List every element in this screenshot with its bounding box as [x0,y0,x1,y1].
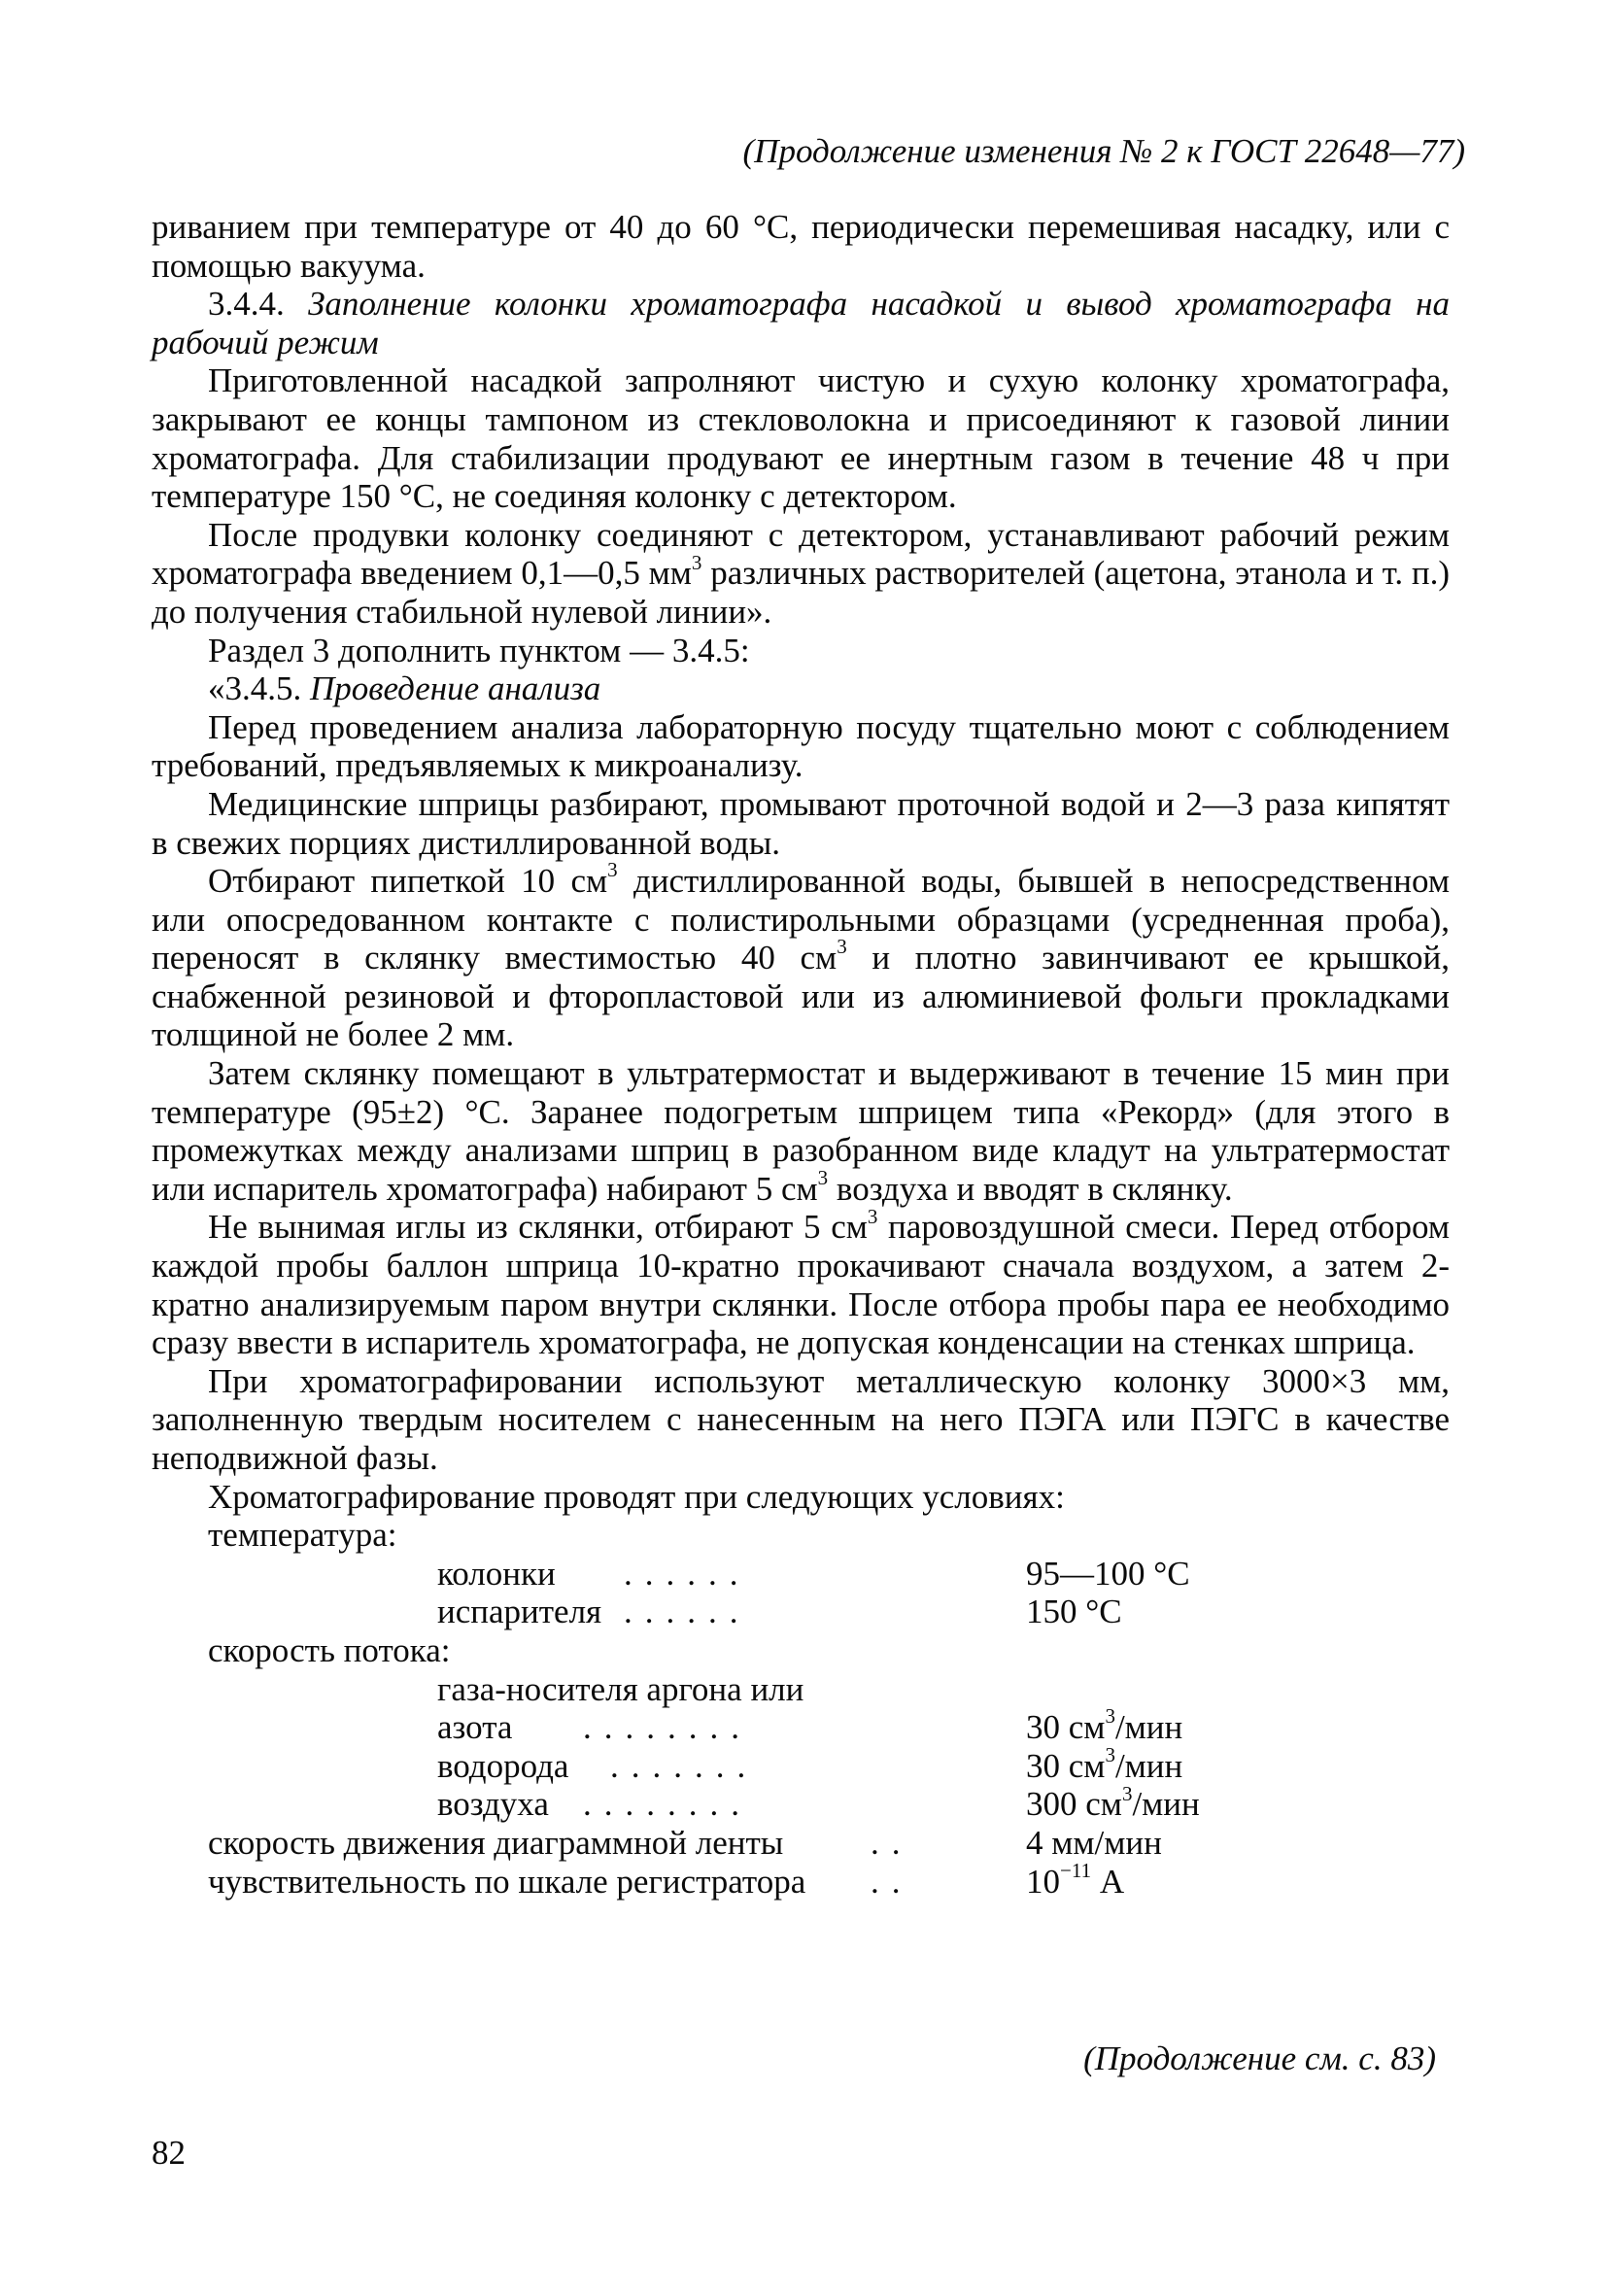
list-item: температура: [208,1516,397,1555]
list-item: водорода ....... 30 $см^3$/мин [437,1742,1183,1785]
paragraph: При хроматографировании используют металлическую колонку 3000×3 мм, заполненную твердым носителем с нанесенным на него ПЭГА или ПЭГС в качестве неподвижной фазы. [152,1361,1450,1477]
continuation-note: (Продолжение см. с. 83) [1083,2039,1436,2077]
paragraph: После продувки колонку соединяют с детектором, устанавливают рабочий режим хроматографа введением 0,1—0,5 $мм^3$ различных растворителей (ацетона, этанола и т. п.) до получения стабильной нулевой линии». [152,515,1451,631]
list-item: газа-носителя аргона или [437,1669,804,1708]
list-item: чувствительность по шкале регистратора .. $10^{-11}$ А [208,1858,1125,1901]
page-number: 82 [152,2134,186,2172]
list-item: испарителя ...... 150 °С [437,1593,1122,1631]
section-title: Заполнение колонки хроматографа насадкой и вывод хроматографа на рабочий режим [152,285,1451,361]
list-item: воздуха ........ 300 $см^3$/мин [437,1781,1200,1824]
list-item: скорость потока: [208,1630,451,1669]
list-item: колонки ...... 95—100 °С [437,1554,1190,1593]
list-item: скорость движения диаграммной ленты .. 4 мм/мин [208,1823,1162,1862]
paragraph: Отбирают пипеткой 10 $см^3$ дистиллированной воды, бывшей в непосредственном или опосредованном контакте с полистирольными образцами (усредненная проба), переносят в склянку вместимостью 40 $см^3$ и плотно завинчивают ее крышкой, снабженной резиновой и фторопластовой или из алюминиевой фольги прокладками толщиной не более 2 мм. [152,858,1451,1054]
section-title: Проведение анализа [310,669,601,708]
paragraph: риванием при температуре от 40 до 60 °С, периодически перемешивая насадку, или с помощью вакуума. [152,208,1450,285]
paragraph: Перед проведением анализа лабораторную посуду тщательно моют с соблюдением требований, предъявляемых к микроанализу. [152,707,1450,785]
body-text [152,208,1450,1901]
section-heading-3-4-5: «3.4.5. Проведение анализа [208,669,601,708]
paragraph: Медицинские шприцы разбирают, промывают проточной водой и 2—3 раза кипятят в свежих порциях дистиллированной воды. [152,784,1450,862]
list-item: азота ........ 30 $см^3$/мин [437,1704,1183,1747]
paragraph: Затем склянку помещают в ультратермостат и выдерживают в течение 15 мин при температуре (95±2) °С. Заранее подогретым шприцем типа «Рекорд» (для этого в промежутках между анализами шприц в разобранном виде кладут на ультратермостат или испаритель хроматографа) набирают 5 $см^3$ воздуха и вводят в склянку. [152,1054,1450,1208]
conditions-list [152,1516,1450,1901]
paragraph: Приготовленной насадкой запролняют чистую и сухую колонку хроматографа, закрывают ее концы тампоном из стекловолокна и присоединяют к газовой линии хроматографа. Для стабилизации продувают ее инертным газом в течение 48 ч при температуре 150 °С, не соединяя колонку с детектором. [152,361,1450,516]
running-header: (Продолжение изменения № 2 к ГОСТ 22648—77) [742,132,1465,170]
paragraph: Хроматографирование проводят при следующих условиях: [208,1477,1065,1516]
paragraph: Раздел 3 дополнить пунктом — 3.4.5: [208,631,750,669]
section-heading-3-4-4: 3.4.4. Заполнение колонки хроматографа насадкой и вывод хроматографа на рабочий режим [152,285,1451,361]
paragraph: Не вынимая иглы из склянки, отбирают 5 $см^3$ паровоздушной смеси. Перед отбором каждой пробы баллон шприца 10-кратно прокачивают сначала воздухом, а затем 2-кратно анализируемым паром внутри склянки. После отбора пробы пара ее необходимо сразу ввести в испаритель хроматографа, не допуская конденсации на стенках шприца. [152,1204,1450,1362]
